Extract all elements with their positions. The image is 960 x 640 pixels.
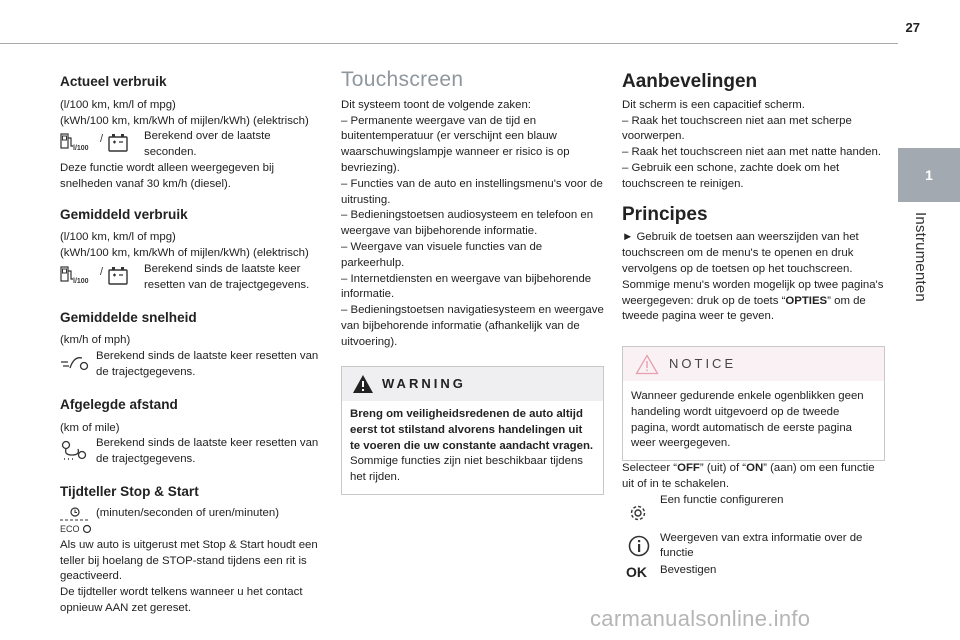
warning-bold-text: Breng om veiligheidsredenen de auto altijd eerst tot stilstand alvorens handelingen uit te voeren die uw constante aandacht vragen. — [350, 408, 594, 452]
intro-text: Dit scherm is een capacitief scherm. — [622, 98, 805, 111]
units-text: (l/100 km, km/l of mpg) — [60, 231, 176, 244]
section-title: Actueel verbruik — [60, 74, 167, 89]
fuel-consumption-icon — [60, 132, 140, 156]
notice-label: NOTICE — [669, 356, 737, 371]
option-label: Bevestigen — [660, 563, 717, 576]
chapter-title: Instrumenten — [912, 212, 929, 302]
warning-text: Sommige functies zijn niet beschikbaar tijdens het rijden. — [350, 455, 583, 484]
icon-row — [60, 262, 325, 294]
page-number: 27 — [905, 20, 920, 35]
list-item: – Bedieningstoetsen audiosysteem en telefoon en weergave van bijbehorende informatie. — [341, 209, 594, 238]
column-2 — [341, 68, 604, 351]
list-item: – Internetdiensten en weergave van bijbehorende informatie. — [341, 272, 592, 301]
option-label: Een functie configureren — [660, 493, 784, 506]
principes-text: ► Gebruik de toetsen aan weerszijden van het touchscreen om de menu's te openen en druk vervolgens op de toetsen op het touchscreen. Sommige menu's worden mogelijk op twee pagina's weergegeven: druk op de toets “OPTIES” om de tweede pagina weer te geven. — [622, 231, 884, 323]
notice-triangle-icon — [635, 354, 659, 380]
warning-box — [341, 366, 604, 495]
section-title: Afgelegde afstand — [60, 396, 178, 412]
icon-description: (minuten/seconden of uren/minuten) — [96, 506, 279, 519]
info-icon[interactable] — [628, 535, 650, 557]
warning-header — [342, 367, 603, 401]
gear-icon[interactable] — [628, 503, 648, 523]
option-configure — [622, 493, 887, 525]
list-item: – Weergave van visuele functies van de parkeerhulp. — [341, 240, 543, 269]
section-title: Gemiddeld verbruik — [60, 206, 188, 222]
column-3 — [622, 71, 887, 325]
column-3-lower — [622, 461, 887, 595]
list-item: – Permanente weergave van de tijd en buitentemperatuur (er verschijnt een blauw waarschuwingslampje wanneer er risico is op bevriezing). — [341, 114, 570, 174]
section-title-touchscreen: Touchscreen — [341, 68, 464, 91]
icon-row — [60, 436, 325, 468]
icon-description: Berekend over de laatste seconden. — [144, 130, 271, 159]
icon-slash: / — [100, 133, 104, 146]
header-divider — [0, 43, 898, 44]
icon-row — [60, 129, 325, 161]
units-text: (kWh/100 km, km/kWh of mijlen/kWh) (elektrisch) — [60, 247, 309, 260]
intro-text: Dit systeem toont de volgende zaken: — [341, 98, 531, 111]
column-1 — [60, 74, 325, 617]
units-text: (kWh/100 km, km/kWh of mijlen/kWh) (elektrisch) — [60, 114, 309, 127]
eco-label: ECO — [60, 523, 80, 534]
notice-text: Wanneer gedurende enkele ogenblikken geen handeling wordt uitgevoerd op de tweede pagina, wordt automatisch de eerste pagina weer weergegeven. — [631, 390, 864, 450]
units-text: (km/h of mph) — [60, 334, 131, 347]
notice-box — [622, 346, 885, 461]
units-text: (km of mile) — [60, 421, 120, 434]
section-title-aanbevelingen: Aanbevelingen — [622, 71, 758, 92]
list-item: – Raak het touchscreen niet aan met natte handen. — [622, 146, 881, 159]
paragraph: Als uw auto is uitgerust met Stop & Start houdt een teller bij hoelang de STOP-stand tijdens een rit is geactiveerd. — [60, 538, 318, 583]
fuel-icon-label: l/100 — [73, 277, 89, 285]
chapter-tab[interactable]: 1 — [898, 148, 960, 202]
speed-icon — [60, 352, 90, 374]
stop-start-timer-icon — [60, 506, 94, 536]
distance-icon — [60, 439, 90, 463]
ok-icon[interactable]: OK — [626, 563, 647, 580]
note-text: Deze functie wordt alleen weergegeven bij snelheden vanaf 30 km/h (diesel). — [60, 161, 275, 190]
fuel-icon-label: l/100 — [73, 145, 89, 153]
select-text: Selecteer “OFF” (uit) of “ON” (aan) om een functie uit of in te schakelen. — [622, 462, 875, 490]
option-info — [622, 531, 887, 563]
option-confirm — [622, 563, 887, 595]
section-title: Gemiddelde snelheid — [60, 309, 197, 325]
list-item: – Raak het touchscreen niet aan met scherpe voorwerpen. — [622, 114, 852, 143]
icon-description: Berekend sinds de laatste keer resetten van de trajectgegevens. — [96, 350, 319, 378]
section-title: Tijdteller Stop & Start — [60, 483, 199, 499]
icon-row — [60, 506, 325, 536]
list-item: – Bedieningstoetsen navigatiesysteem en weergave van bijbehorende informatie (afhankelijk van de uitvoering). — [341, 304, 604, 348]
warning-label: WARNING — [382, 376, 466, 391]
section-title-principes: Principes — [622, 203, 708, 225]
icon-slash: / — [100, 265, 104, 278]
list-item: – Functies van de auto en instellingsmenu's voor de uitrusting. — [341, 177, 603, 206]
icon-description: Berekend sinds de laatste keer resetten van de trajectgegevens. — [144, 262, 310, 291]
warning-body — [342, 401, 603, 494]
notice-header — [623, 347, 884, 381]
list-item: – Gebruik een schone, zachte doek om het touchscreen te reinigen. — [622, 161, 840, 190]
watermark: carmanualsonline.info — [590, 606, 811, 631]
icon-description: Berekend sinds de laatste keer resetten van de trajectgegevens. — [96, 437, 319, 466]
icon-row — [60, 349, 325, 381]
average-consumption-icon — [60, 265, 140, 289]
option-label: Weergeven van extra informatie over de functie — [660, 531, 863, 560]
paragraph: De tijdteller wordt telkens wanneer u het contact opnieuw AAN zet gereset. — [60, 586, 303, 614]
warning-triangle-icon — [352, 374, 374, 399]
units-text: (l/100 km, km/l of mpg) — [60, 98, 176, 111]
